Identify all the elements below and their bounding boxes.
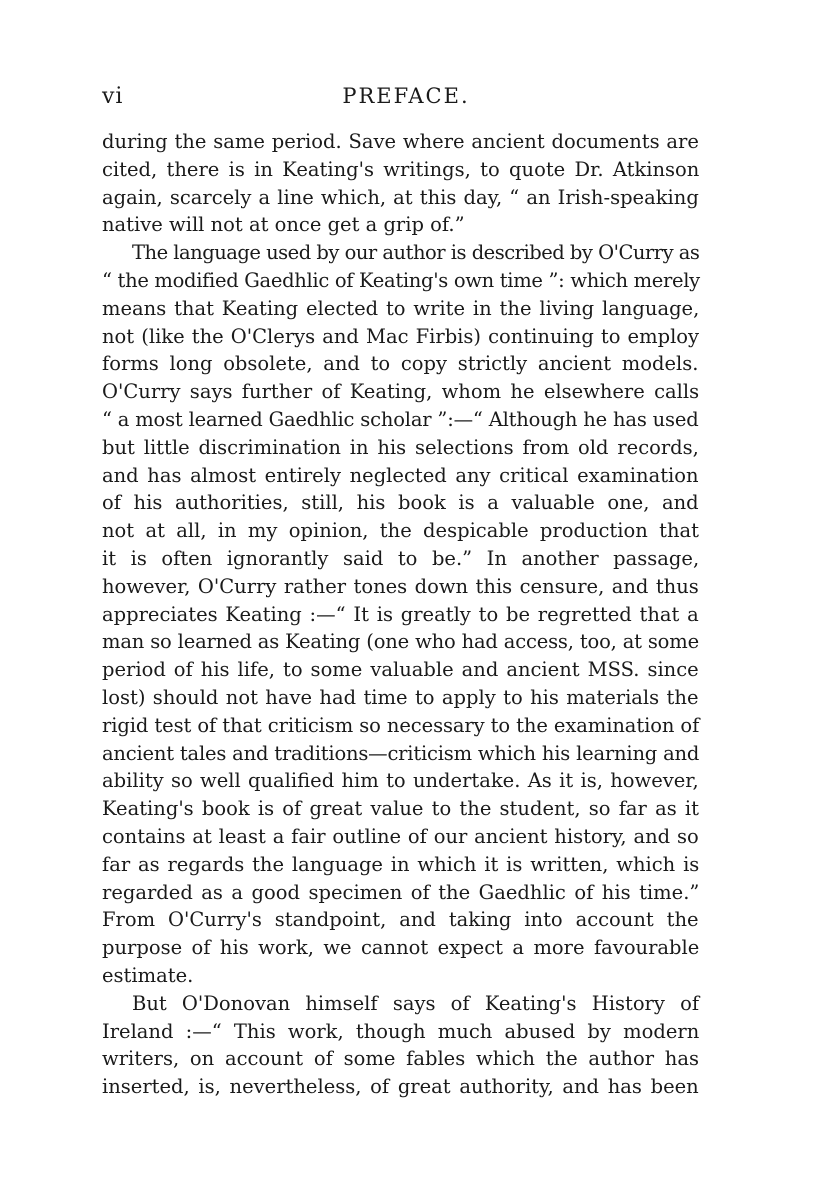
text-line: contains at least a fair outline of our ancient history, and so [102,824,699,848]
text-line: means that Keating elected to write in the living language, [102,296,700,320]
text-line: From O'Curry's standpoint, and taking into account the [102,908,699,932]
text-line: purpose of his work, we cannot expect a more favourable [102,936,700,960]
text-line: ancient tales and traditions—criticism which his learning and [102,741,700,765]
text-line: writers, on account of some fables which the author has [102,1047,699,1071]
text-line: O'Curry says further of Keating, whom he elsewhere calls [102,380,700,404]
text-line: Ireland :—“ This work, though much abused by modern [102,1019,700,1043]
text-line: far as regards the language in which it is written, which is [102,852,700,876]
text-line: it is often ignorantly said to be.” In another passage, [102,546,700,570]
text-line: again, scarcely a line which, at this day, “ an Irish-speaking [102,185,699,209]
page-number: vi [102,84,124,109]
text-line: cited, there is in Keating's writings, to quote Dr. Atkinson [102,157,700,181]
text-line: appreciates Keating :—“ It is greatly to be regretted that a [102,602,699,626]
text-line: inserted, is, nevertheless, of great authority, and has been [102,1075,699,1099]
text-line: and has almost entirely neglected any critical examination [102,463,699,487]
running-head: PREFACE. [342,84,470,108]
text-line: regarded as a good specimen of the Gaedhlic of his time.” [102,880,700,904]
text-line: lost) should not have had time to apply to his materials the [102,685,699,709]
text-line: not (like the O'Clerys and Mac Firbis) continuing to employ [102,324,700,348]
body-text [102,128,699,1101]
text-line: “ a most learned Gaedhlic scholar ”:—“ Although he has used [102,407,699,431]
text-line: period of his life, to some valuable and ancient MSS. since [102,658,699,682]
text-line: but little discrimination in his selections from old records, [102,435,699,459]
text-line: rigid test of that criticism so necessary to the examination of [102,713,700,737]
page-header [102,84,710,118]
text-line: Keating's book is of great value to the student, so far as it [102,797,699,821]
text-line: however, O'Curry rather tones down this censure, and thus [102,574,699,598]
text-line: during the same period. Save where ancient documents are [102,130,699,153]
text-line: “ the modified Gaedhlic of Keating's own time ”: which merely [102,268,700,292]
text-line: forms long obsolete, and to copy strictly ancient models. [102,352,699,376]
text-line: But O'Donovan himself says of Keating's History of [132,991,700,1015]
text-line: of his authorities, still, his book is a valuable one, and [102,491,699,515]
text-line: native will not at once get a grip of.” [102,213,465,237]
text-line: ability so well qualified him to undertake. As it is, however, [102,769,699,793]
text-line: man so learned as Keating (one who had access, too, at some [102,630,699,654]
text-line: not at all, in my opinion, the despicable production that [102,519,699,543]
text-line: The language used by our author is described by O'Curry as [132,241,700,265]
text-line: estimate. [102,963,194,987]
